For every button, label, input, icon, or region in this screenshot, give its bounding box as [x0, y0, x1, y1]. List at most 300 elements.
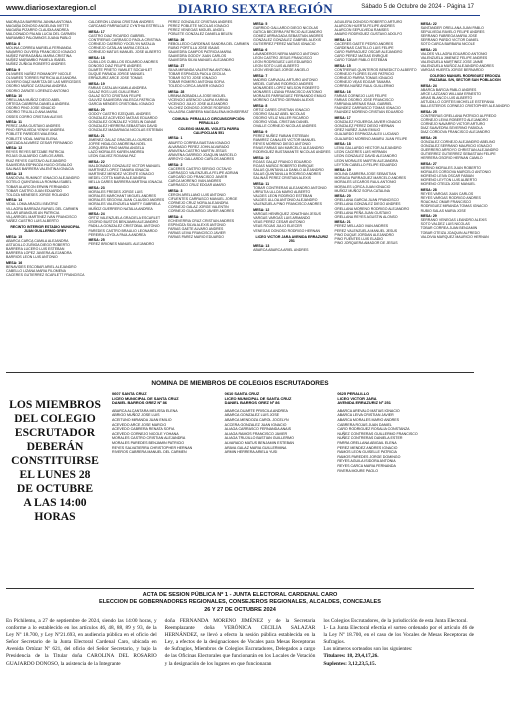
voter-name: SERRANO FABREGA MARIA JOSE — [420, 33, 478, 38]
member-name: ALIAGA CARRASCO FERNANDA ANAIS — [224, 427, 291, 432]
voter-name: FARIAS OSORIO JOSE FRANCISCO — [334, 98, 394, 103]
voter-name: CALDERON LIZANA CRISTIAN ANDRES — [88, 20, 154, 24]
mesa-label: MESA: 23 — [88, 186, 105, 191]
voter-name: OSORIO ZARATE LORENZO ANTONIO — [6, 88, 70, 93]
voter-name: MALDONADO PALMA LUCIA DEL CARMEN — [6, 32, 76, 37]
acta-line: ELECCION DE GOBERNADORES REGIONALES, CONSEJEROS REGIONALES, ALCALDES, CONCEJALES — [98, 599, 381, 606]
voter-name: CARO PARRAGUEZ OSCAR ALEJANDRO — [334, 50, 403, 55]
voter-column — [89, 20, 165, 368]
voter-name: FARIAS GAETE ALVARO ANDRES — [168, 226, 224, 231]
member-name: CARO RODRIGUEZ ROSALIA CONSTANZA — [337, 427, 410, 432]
voter-name: ORELLANA GONZALEZ DIEGO ANDRES — [334, 202, 401, 207]
voter-name: TOBAR CASTRO JUAN EDUARDO — [6, 188, 63, 193]
voter-name: OSORIO VELIZ MILLER RICARDO — [253, 116, 309, 121]
member-name: ARMIN HERRERA ARIELA YUSI — [224, 450, 278, 455]
divider — [6, 372, 474, 373]
voter-name: CORNEJO CATALAN MARIA CECILIA — [88, 46, 149, 51]
mesa-label: MESA: 24 — [420, 83, 437, 88]
member-name: ABARCA GONZALEZ LUIS JOSE — [224, 413, 279, 418]
mesa-label: MESA: 12 — [253, 208, 270, 213]
member-name: NUÑEZ CONTRERAS DANIELA ESTER — [337, 436, 403, 441]
voter-name: VIDAL LOMA ARACELI BEATRIZ — [6, 202, 58, 207]
voter-name: REYES REYES BETZABE PATRICIA — [6, 150, 65, 155]
mesa-label: MESA: 12 — [6, 146, 23, 151]
voter-name: MORENO OTEIZA JOSE MANUEL — [420, 182, 476, 187]
titulares: Titulares: 18, 29,4,17,26. — [323, 653, 379, 660]
member-name: REYES SALVATIERRA CHRISTOPHER HERNAN — [112, 445, 193, 450]
mesa-label: MESA: 10 — [253, 155, 270, 160]
voter-name: VARGAS HENRIQUEZ JONATHAN JESUS — [253, 212, 321, 217]
voter-name: DONOSO DIAZ FELIPE ANDRES — [88, 63, 142, 68]
member-name: ABRIGO MUÑOZ JOSE LUIS — [112, 413, 160, 418]
mesa-label: MESA: 7 — [253, 73, 268, 78]
voter-name: POBLETE PAREDES WALESKA — [6, 132, 58, 137]
voter-name: VILLARROEL MARTINEZ IVAN FRANCISCO — [6, 214, 77, 219]
mesa-label: MESA: 21 — [334, 220, 351, 225]
member-name: ALIAGA TRUJILLO BASTIAN GUILLERMO — [224, 436, 294, 441]
colegios-title: NOMINA DE MIEMBROS DE COLEGIOS ESCRUTADORES — [151, 380, 329, 387]
colegio-heading: 0610 SANTA CRUZ — [224, 391, 260, 396]
member-name: ACEVEDO CORNEJO NICOLE YOHANA — [112, 431, 179, 436]
voter-name: CORNEJO PARRA TOMAS IGNACIO — [334, 76, 394, 81]
voter-name: VICENCIO ASENCIO LAURA KARINA — [168, 98, 229, 103]
voter-name: MORALES MARCHANT MIGUEL ANDRES — [88, 194, 156, 199]
voter-name: SOTO VALDEZ LUIS NICOLAS — [420, 222, 470, 227]
mesa-label: MESA: 27 — [168, 63, 185, 68]
voter-name: VEAS ROJAS JULIO ELIECER — [253, 224, 302, 229]
voter-name: ARAVENA GARRIDO JOAQUIN MARCELO — [168, 152, 237, 157]
voter-name: ORTEGA CABRERA DANIELA ANDREA — [6, 102, 70, 107]
voter-name: SALINAS BARRERA VALENTINA IGNACIA — [6, 166, 74, 171]
voter-name: GOMEZ ARRIAGADA SEBASTIAN ANDRES — [253, 33, 324, 38]
acta-column — [323, 618, 474, 668]
voter-name: CORNEJO CAERIÑO YOCELYN NATALIA — [88, 41, 155, 46]
voter-name: ARCE LAZCANO WILLIAM ERNESTO — [420, 92, 482, 96]
acta-column: En Pichilemu, a 27 de septiembre de 2024, siendo las 14:00 horas, y conforme a lo establecido en los artículos 46, 48, 88, 89 y 93, de la Ley Nº 18.700, y Ley Nº21.693, en audiencia pública en el oficio del Señor Secretario de la Junta Electoral Cardenal Caro, ubicada en Avenida Ortúzar Nº 621, del oficio del Señor Secretario, y bajo la Presidencia de la Titular doña CAROLINA DEL ROSARIO GUAJARDO DONOSO, la asistencia de la Integrante — [6, 618, 157, 667]
voter-name: PEREZ JARA GUSTAVO ANDRES — [6, 124, 61, 129]
acta-line: 26 Y 27 DE OCTUBRE 2024 — [204, 606, 276, 613]
voter-name: MORALES LORCA JUAN IGNACIO — [334, 184, 391, 189]
mesa-label: MESA: 6 — [253, 47, 268, 52]
voter-name: GONZALEZ GONZALEZ YOSELIN DANAE — [88, 120, 157, 125]
notice-line: A LAS 14:00 HORAS — [23, 496, 87, 523]
voter-name: MORENO CASTRO GERMAN ALEXIS — [253, 98, 314, 103]
voter-name: OLIVARES NUÑEZ ROMANOFF NICOLE — [6, 72, 72, 77]
voter-name: JIMENEZ GALAZ GRACIELA LOURDES — [88, 138, 153, 143]
notice-line: LOS MIEMBROS — [9, 398, 101, 411]
voter-name: ROJAS MUÑOZ ROBERTO ENRIQUE — [253, 164, 314, 169]
voter-name: VEAS PEREZ CESAR ANTONIO — [253, 220, 305, 225]
voter-name: ORELLANA PEÑA JUAN GUSTAVO — [334, 210, 391, 215]
colegio-heading: DANIEL BARROS GREZ Nº 86 — [224, 400, 280, 406]
venue-heading: COLEGIO MANUEL RODRIGUEZ ERDOIZA IRAZABAL S/N, SECTOR SAN POBLACION — [429, 74, 501, 83]
voter-name: MORALES CORDOVA MARCELO ANTONIO — [420, 170, 491, 175]
voter-name: MONARDES LOPEZ NELSON ROBERTO — [253, 85, 320, 90]
voter-name: CUBILLOS CUBILLOS EDUARDO ANDRES — [88, 59, 158, 64]
voter-column — [253, 20, 330, 368]
voter-name: SALAS QUINTANILLA DANILO ALEJANDRO — [253, 168, 324, 173]
member-name: PEREZ MENDEZ ANDRES IGNACIO — [337, 445, 398, 450]
member-name: CABRERA ROJAS JUAN DANIEL — [337, 422, 392, 427]
voter-name: GONZALEZ HERRERA SEBASTIAN DAVID — [88, 124, 158, 129]
voter-name: ECHEVERRIA CRUZ CRISTIAN ANDRES — [168, 218, 235, 223]
voter-name: NAVARRO OLIVERA FRANCISCO IGNACIO — [6, 50, 77, 55]
voter-name: FARIAS CORNEJO LUIS FELIPE — [334, 94, 387, 99]
acta-column: doña FERNANDA MORENO JIMÉNEZ y de la Secretaria Reemplazante doña VERÓNICA CECILIA SALAZAR HERNÁNDEZ, se llevó a efecto la sesión pública establecida en la Ley, a efectos de la designaciones de Vocales para Mesas Receptoras de Sufragios, Miembros de Colegios Escrutadores, Delegados a cargo de las Oficinas Electorales que funcionarán en los Locales de Votación y la designación de los lugares en que funcionaran — [164, 618, 316, 667]
voter-name: QUEZADA ALVAREZ CESAR FERNANDO — [6, 140, 73, 145]
voter-name: MOLINA CORREA MARIELA FERNANDA — [6, 46, 72, 51]
voter-name: VALDIVIA MARQUEZ MAURICIO HERNAN — [420, 234, 489, 239]
voter-name: HERRERA OSORIO HERNAN CAMILO — [420, 156, 483, 161]
voter-name: CARO TOBAR PABLO ESTEBAN — [334, 58, 388, 63]
voter-name: CORNEJO LEIVA ROBERTO ALEJANDRO — [420, 118, 489, 123]
voter-name: ORELLANA REYES AGUSTIN ALONSO — [334, 214, 398, 219]
mesa-label: MESA: 17 — [334, 116, 351, 121]
member-name: REYES CARCA MARIA FERNANDA — [337, 463, 396, 468]
mesa-label: MESA: 10 — [6, 94, 23, 99]
voter-name: CERON ARELLANO LUIS ANTONIO — [168, 192, 226, 197]
mesa-label: MESA: 8 — [253, 103, 268, 108]
voter-name: LEON CASTRO JESUS FRANCISCO — [253, 55, 313, 60]
voter-name: GONZALEZ MADARIAGA NICOLAS ESTEBAN — [88, 128, 163, 133]
voter-name: MUÑOZ GUERRERO NATALIA ANDREA — [88, 206, 153, 211]
voter-name: LAVANDEROS NERIA MARCO ANTONIO — [253, 51, 319, 56]
voter-name: VALDES VILLAGRA EDUARDO ANTONIO — [420, 51, 488, 56]
voter-column — [6, 20, 85, 368]
mesa-label: MESA: 4 — [168, 214, 183, 219]
voter-name: CORNEJO MATUS MANUEL JOSE ALBERTO — [88, 50, 162, 55]
voter-name: PINO FUENTES LUIS ELADIO — [334, 236, 383, 241]
colegio-heading: LICEO MUNICIPAL DE SANTA CRUZ — [112, 395, 179, 401]
voter-name: CARCA MORENO IVAN ANDRES — [168, 178, 222, 183]
mesa-label: MESA: 26 — [420, 135, 437, 140]
voter-name: CONTRERAS ORELLANA PATRICIO ALFREDO — [420, 113, 497, 118]
mesa-label: MESA: 25 — [420, 109, 437, 114]
voter-name: ROJAS GUAJARDO CARLOS ARIEL — [6, 154, 65, 159]
masthead: DIARIO SEXTA REGIÓN — [178, 1, 333, 16]
mesa-label: MESA: 20 — [334, 194, 351, 199]
voter-name: ARIAS BLANCO LUIS ALBERTO — [420, 96, 473, 101]
voter-name: OLIVERO DIAZ MARITZA DE LAS MERCEDES — [6, 80, 81, 85]
voter-name: GARRIDO GALLARDO DIEGO NICOLAS — [253, 25, 319, 30]
voter-name: PEREZ VENEGAS MIGUEL ANGEL — [168, 28, 225, 33]
voter-name: ERRAZURIZ ARCE JOSE TOMAS — [88, 76, 143, 81]
voter-name: CORNEJO GALAZ JORGE VALENTIN — [168, 204, 229, 209]
venue-heading: COMUNA: PERALILLO CIRCUNSCRIPCIÓN: PERALILLO — [172, 116, 246, 125]
voter-name: FARIAS LEIVA FRANCISCO JAVIER — [168, 231, 226, 235]
voter-name: FARIAS PAREZ MARIO EDUARDO — [168, 235, 224, 240]
voter-name: MADRID CARVAJAL ARTURO ANTONIO — [253, 77, 318, 82]
member-name: PARRA ORELLANA ABIGAIL ELENA — [337, 440, 397, 445]
venue-heading: COLEGIO MANUEL VIOLETA PARRA CALIPOCLIAN 551 — [178, 126, 240, 135]
mesa-label: MESA: 5 — [253, 21, 268, 26]
voter-name: LAZO MORALES KAREN ANDREA — [88, 150, 145, 155]
voter-name: OSORIO VIDAL CRISTIAN DANIEL — [253, 120, 310, 125]
voter-name: ABARCA BARCIA PABLO ANDRES — [420, 87, 477, 92]
notice-line: DEBERÁN — [26, 440, 84, 453]
mesa-label: MESA: 25 — [88, 238, 105, 243]
voter-name: FAUNDEZ CARRASCO TOMAS IGNACIO — [334, 106, 401, 111]
voter-lists — [6, 20, 510, 368]
voter-name: CORNEJO CRUZ NORA ALEJANDRA — [168, 200, 229, 205]
voter-name: SALINAS PEREZ CRISTIAN ALEXIS — [253, 176, 311, 181]
mesa-label: MESA: 27 — [420, 162, 437, 166]
voter-name: RUIZ REYES GUSTAVO ALEJANDRO — [6, 158, 67, 163]
voter-name: JORQUERA PINO MARIA ANGELA — [88, 146, 145, 151]
voter-name: BARRIOS LEON LUIS ANTONIO — [6, 255, 58, 260]
voter-name: SAAVEDRA SILVA MANUEL ALEJANDRO — [168, 58, 235, 63]
voter-name: BARRERA LOPEZ JAVIERA ALEJANDRA — [6, 250, 72, 255]
voter-name: LEON GALVEZ ROXANA PAZ — [88, 154, 136, 159]
voter-name: PINO SEPULVEDA YENNY ANDREA — [6, 128, 65, 133]
colegios-blocks — [112, 392, 442, 572]
member-name: ABARCA AREVALO MATIAS IGNACIO — [337, 408, 400, 413]
colegio-block — [337, 392, 442, 572]
voter-name: CARO PEREZ MATIAS ENRIQUE — [334, 54, 388, 59]
voter-name: DUQUE PARADA JORGE MANUEL — [88, 72, 145, 77]
colegio-heading: LICEO VICTOR JARA — [337, 395, 377, 401]
voter-name: CACERES CASTRO SERGIO OCTAVIO — [168, 166, 232, 171]
voter-name: ASTUDILLO CORTES MICHELLE ESTEFANIA — [420, 100, 495, 105]
acta-paragraph: los Colegios Escrutadores, de la jurisdicción de esta Junta Electoral. — [323, 618, 468, 624]
mesa-label: MESA: 16 — [334, 90, 351, 94]
member-name: ACEVEDO CABRERA RENATA SOFIA — [112, 427, 175, 432]
divider — [6, 588, 474, 589]
voter-name: CORNEJO FLORES ELVIS PATRICIO — [334, 72, 395, 77]
mesa-label: MESA: 14 — [334, 37, 351, 42]
voter-name: GUERRERO ARROYO CHRISTIAN ALEJANDRO — [420, 148, 499, 153]
voter-name: SAAVEDRA ESPINOZA HUGO OSVALDO — [6, 162, 73, 167]
voter-name: MADRIAGA BARRERA JANINA ANTONIA — [6, 20, 72, 24]
acta-heading — [0, 592, 480, 614]
voter-name: CONTRERAS CARRASCO PAOLA CRISTINA — [88, 37, 161, 42]
voter-name: VALENZUELA MARTINEZ JOSE JAIME — [420, 59, 484, 64]
member-name: RAMOS PAREDES JORGE DOMINGO — [337, 454, 401, 459]
mesa-label: MESA: 1 — [168, 136, 183, 141]
mesa-label: MESA: 24 — [88, 212, 105, 217]
mesa-label: MESA: 22 — [420, 21, 437, 26]
voter-name: REYES MORENO DIEGO ANTONIO — [253, 142, 311, 147]
voter-name: VARGAS VARGAS LUIS ARMANDO — [253, 216, 311, 221]
voter-name: MORALES PARRAGUEZ FERNANDO EMILIO — [253, 94, 327, 99]
voter-name: ALVARADO PEREZ JOHN ALVARADO — [168, 144, 230, 149]
mesa-label: MESA: 18 — [88, 55, 105, 60]
voter-name: ALARCON HUERTA FELIPE ANDRES — [334, 24, 395, 29]
voter-name: MERINO MORALES JUAN ROBERTO — [420, 166, 481, 171]
voter-name: CASTRO DIAZ RICARDO GABRIEL — [88, 33, 146, 38]
mesa-label: MESA: 28 — [420, 188, 437, 193]
notice-line: EL LUNES 28 — [19, 468, 91, 481]
voter-name: RUBIO PORTILLA JOSE ISAIAS — [168, 46, 220, 51]
voter-name: VALENZUELA JIMENEZ FELIPE ANDRES — [420, 55, 488, 60]
voter-name: URBINA BOBADILLA JOSE MIGUEL — [168, 94, 226, 99]
voter-column — [335, 20, 417, 368]
mesa-label: MESA: 19 — [334, 168, 351, 173]
voter-name: SAAVEDRA GODOY JUAN CARLOS — [168, 54, 227, 59]
voter-name: OSSES CORRO CRISTIAN ALEXIS — [6, 114, 63, 119]
voter-name: GONZALEZ FIGUEROA JAVIER IGNACIO — [334, 120, 402, 125]
voter-name: LEYTON CABELLO FELIPE EDUARDO — [334, 162, 398, 167]
voter-name: MARTINEZ LOPEZ TAMARA IGNACIA — [88, 168, 150, 173]
member-name: REYES AGUILA ISIDORA ANTONIA — [337, 459, 396, 464]
voter-name: LEON GONZALEZ DAVID ALEJANDRO — [334, 154, 398, 159]
voter-name: ALARCON SEPULVEDA RAMSES — [334, 28, 389, 33]
voter-name: VALENZUELA PINO FRANCISCO ANDRES — [253, 202, 322, 207]
voter-name: GATICA BECERRA PATRICIO ALEJANDRO — [253, 29, 323, 34]
mesa-label: MESA: 9 — [253, 129, 268, 134]
voter-name: JOFRE HIDALGO ANDREINA NOEL — [88, 142, 146, 147]
voter-name: OSORIO MUÑOZ CATALINA ANDREA — [6, 84, 67, 89]
voter-name: VILLAGRA CABRERA MAGDALENA MONSERRAT — [168, 110, 249, 115]
member-name: ARAVA GALAZ MARIA GUILLERMINA — [224, 445, 287, 450]
voter-name: YAÑEZ CASTRO LUIS ALBERTO — [6, 218, 59, 223]
member-name: RAMOS LEON GUISELLE PATRICIA — [337, 450, 397, 455]
voter-name: FARRANA ARENAS RAUL GABRIEL — [334, 102, 393, 107]
voter-name: CIFUENTES CARRASCO MANUEL JORGE — [168, 196, 238, 201]
voter-name: ASTUDILLO ZUÑIGA DIEGO ROBERTO — [6, 242, 70, 247]
voter-name: MAGAÑA PIZARRO CLAUDIA ANDREA — [6, 28, 69, 33]
notice-line: DEL COLEGIO — [14, 412, 96, 425]
voter-name: OVALLE CORNEJO NICOLAS ANDRES — [253, 124, 317, 129]
voter-name: SILVA MIRANDA VALENTINA ANTONIA — [168, 68, 231, 73]
voter-name: MEDEL COTTA MARIA ALEJANDRA — [88, 176, 147, 181]
voter-name: MORENO LEIVA OSCAR FABIAN — [420, 174, 474, 179]
voter-name: SANTANDER ORELLANA JUAN PABLO — [420, 25, 484, 30]
mesa-label: MESA: 15 — [334, 63, 351, 68]
voter-name: VALDES LEON RODRIGO ESTEBAN — [253, 194, 313, 199]
member-name: ABARCA LEIVA CRISTIAN JAVIER — [337, 413, 394, 418]
voter-name: PAREDES CASTRO BRAULIO LEONARDO — [88, 228, 158, 233]
voter-name: MOLINA CABRERA JOSE SEBASTIAN — [334, 172, 397, 177]
voter-name: GODOY CASTRO EZEQUIEL ANDRES — [88, 111, 151, 116]
voter-name: CACERES GAETE PEDRO ANDRES — [334, 41, 394, 46]
voter-name: GALAZ SOTO CRISTIAN FELIPE — [88, 94, 142, 99]
voter-name: GALAZ ROS LUIS GUILLERMO — [88, 90, 139, 94]
voter-name: BENAVIDES ESCOBAR ARIEL ALEJANDRO — [6, 264, 77, 269]
voter-name: VILLAGRA BARRAZA RAFAEL DEL CARMEN — [6, 206, 79, 211]
colegio-heading: 0625 PERALILLO — [337, 391, 370, 396]
member-name: RIVEROS CABRERA MANUEL DEL CARMEN — [112, 450, 187, 455]
voter-name: VARGAS HUERTA JORGE BERNARDO — [420, 68, 484, 73]
voter-name: GUTIERREZ GUTIERREZ SEBASTIAN FELIPE — [420, 152, 496, 157]
voter-name: OSORIO PINO JOSE IGNACIO — [6, 106, 56, 111]
mesa-label: MESA: 16 — [6, 260, 23, 265]
voter-name: SOTELO QUINTANILLA ROMINA ISABEL — [6, 180, 72, 185]
mesa-label: MESA: 11 — [6, 120, 22, 125]
acta-paragraph: Los números sorteados son los siguientes: — [323, 646, 413, 653]
voter-name: MORALES LECAROS RAUL ANTONIO — [334, 180, 397, 185]
voter-name: PINO JORQUERA AMADOR DE JESUS — [334, 240, 398, 245]
voter-name: RUBIO SALAS MARIA JOSE — [420, 208, 466, 213]
voter-name: GARCIA MENDES CRISTOBAL IGNACIO — [88, 102, 155, 107]
voter-name: TOBAR CORREA JUAN BENJAMIN — [420, 226, 478, 231]
voter-name: URRUTIA ULLOA MARIO ALBERTO — [253, 190, 311, 195]
voter-name: LEON CACERES LUIS HERMAN — [334, 150, 387, 155]
voter-name: ORTIZ CARES CRISTIAN IGNACIO — [253, 107, 310, 112]
mesa-label: MESA: 21 — [88, 133, 105, 138]
voter-name: ROACHAC OMAR FRANCISCO — [420, 200, 472, 205]
member-name: ALVARADO MATUS BENJAMIN ESTEBAN — [224, 440, 294, 445]
voter-name: PEREZ POBLETE NICOLAS IGNACIO — [168, 24, 230, 29]
voter-name: SOTO CARCA BARBARA NICOLE — [420, 41, 475, 46]
voter-name: VILCHEZ DONOSO JORGE RODRIGO — [168, 106, 231, 111]
voter-name: CARCAMO PARRAGUEZ CYNTHIA ESTRELLA — [88, 24, 164, 29]
voter-name: CACERES GUTIERREZ SCARLETT FRANCISCA — [6, 272, 85, 277]
colegio-block — [225, 392, 330, 572]
voter-name: TOBAR ROMERO ANTONIA SOFIA — [168, 80, 225, 85]
voter-name: BALLESTEROS CORNEJO CRISTOPHER ALEJANDRO — [420, 104, 510, 109]
voter-name: DIAZ CORDOVA FRANCISCO ALEJANDRO — [420, 130, 491, 135]
mesa-label: MESA: 13 — [6, 172, 23, 177]
voter-column — [421, 20, 510, 368]
voter-name: SERRANO VENEGAS LEANDRO ALEXIS — [420, 218, 487, 223]
mesa-label: MESA: 14 — [6, 198, 23, 203]
page-header — [0, 0, 480, 16]
venue-heading: RECINTO INTERIOR ESTADIO MUNICIPAL JUAN GUILLERMO GREY — [10, 224, 81, 233]
mesa-label: MESA: 20 — [88, 107, 105, 112]
member-name: ACEITUNO MIRANDA JUAN EMILIO — [112, 417, 172, 422]
voter-name: OLIVARES TORRES PATRICIA ALEJANDRA — [6, 76, 77, 81]
member-name: ALIAGA RAMOS FRANCISCO JAVIER — [224, 431, 288, 436]
voter-name: TOLOZA MENESES JORGE ROLANDO — [6, 192, 70, 197]
voter-name: MORENO LEYTON LUIS ALBERTO — [420, 178, 478, 183]
voter-name: MALDONADO GONZALEZ VICTOR MANUEL — [88, 164, 161, 169]
member-name: ABARCA MORALES MARIO ANDRES — [337, 417, 400, 422]
voter-name: MARAMBIO PALOMINOS JUANA PABLO — [6, 36, 72, 41]
voter-name: VALENZUELA MUÑOZ ALEJANDRO ANDRES — [420, 63, 494, 68]
colegio-block — [112, 392, 217, 572]
mesa-label: MESA: 29 — [420, 214, 437, 219]
voter-name: CORNEJO GUAJARDO JAVIER ANDRES — [168, 209, 235, 214]
voter-name: LEON SOTO LUIS ALBERTO — [253, 63, 300, 68]
voter-name: REBOLLEDO CARDENAS SANDRA DEL CARMEN — [168, 41, 250, 46]
voter-name: GUAJARDO ESPINOZA ALEX LUCIANO — [334, 132, 399, 137]
voter-name: POBLETE VIDAL MARIA ELENA — [6, 136, 58, 141]
voter-name: MAGAÑA DONOSO ANGELINA IVETTE — [6, 24, 70, 29]
acta-line: ACTA DE SESION PÚBLICA Nº 1 - JUNTA ELECTORAL CARDENAL CARO — [142, 592, 338, 598]
mesa-label: MESA: 9 — [6, 68, 21, 73]
voter-name: PEREZ GONZALEZ CRISTIAN ANDRES — [168, 20, 233, 24]
voter-name: CORNEJO VEAS EDGAR TAMARA — [334, 80, 391, 85]
voter-name: REYES VARGAS RODRIGO ANDRES — [420, 196, 481, 201]
mesa-label: MESA: 28 — [168, 90, 185, 94]
voter-name: VICENCIO JULIO JOSE ALEJANDRO — [168, 102, 228, 107]
voter-name: CARRASCO CRUZ EDGAR AMARO — [168, 182, 226, 187]
notice-line: CONSTITUIRSE — [11, 454, 99, 467]
voter-name: ABARCA CARCA CAMILA ALEJANDRA — [6, 238, 69, 243]
notice-line: DE OCTUBRE — [16, 482, 94, 495]
voter-name: NUÑEZ FARRAGAÑAL MARIA CRISTINA — [6, 54, 72, 59]
mesa-label: MESA: 26 — [168, 37, 185, 42]
venue-heading: LICEO VICTOR JARA AVENIDA ERRAZURIZ 251 — [255, 234, 329, 243]
voter-name: GALVEZ SAAVEDRA VALESCA PATRICIA — [88, 98, 155, 103]
voter-column — [168, 20, 249, 368]
voter-name: CARRASCO VALENZUELA FELIPE ADRIAN — [168, 170, 239, 175]
voter-name: ORELLANA GARCIA JUAN FRANCISCO — [334, 198, 399, 203]
acta-paragraph: I.- La Junta Electoral efectúa el sorteo ordenado por el artículo 46 de la Ley Nº 18.700, en el caso de los Vocales de Mesas Receptoras de Sufragios. — [323, 625, 475, 646]
voter-name: POBLETE GONZALEZ DANIELA BELEN — [168, 32, 233, 37]
member-name: ABARCA MENDOZA CAROL JOCELYN — [224, 417, 289, 422]
voter-name: LEON RODRIGUEZ LUIS EDUARDO — [253, 59, 312, 64]
voter-name: RODRIGUEZ MIRANDA TOMAS IGNACIO — [420, 204, 488, 209]
voter-name: VILLAR ARANGUIS AN PATRICIA — [6, 210, 60, 215]
member-name: MORALES CASTRO CRISTIAN ALEJANDRA — [112, 436, 186, 441]
voter-name: NUÑEZ ZUÑIGA ROBERTO ANDRES — [6, 62, 66, 67]
voter-name: OSORIO SALAZ ABEL NICOLAS — [253, 111, 306, 116]
acta-body — [6, 618, 474, 668]
voter-name: OSORIO BUSTOS BENJAMIN ALEJANDRO — [88, 220, 159, 225]
voter-name: TOBAR SOTO JOSE IGNACIO — [168, 76, 217, 81]
